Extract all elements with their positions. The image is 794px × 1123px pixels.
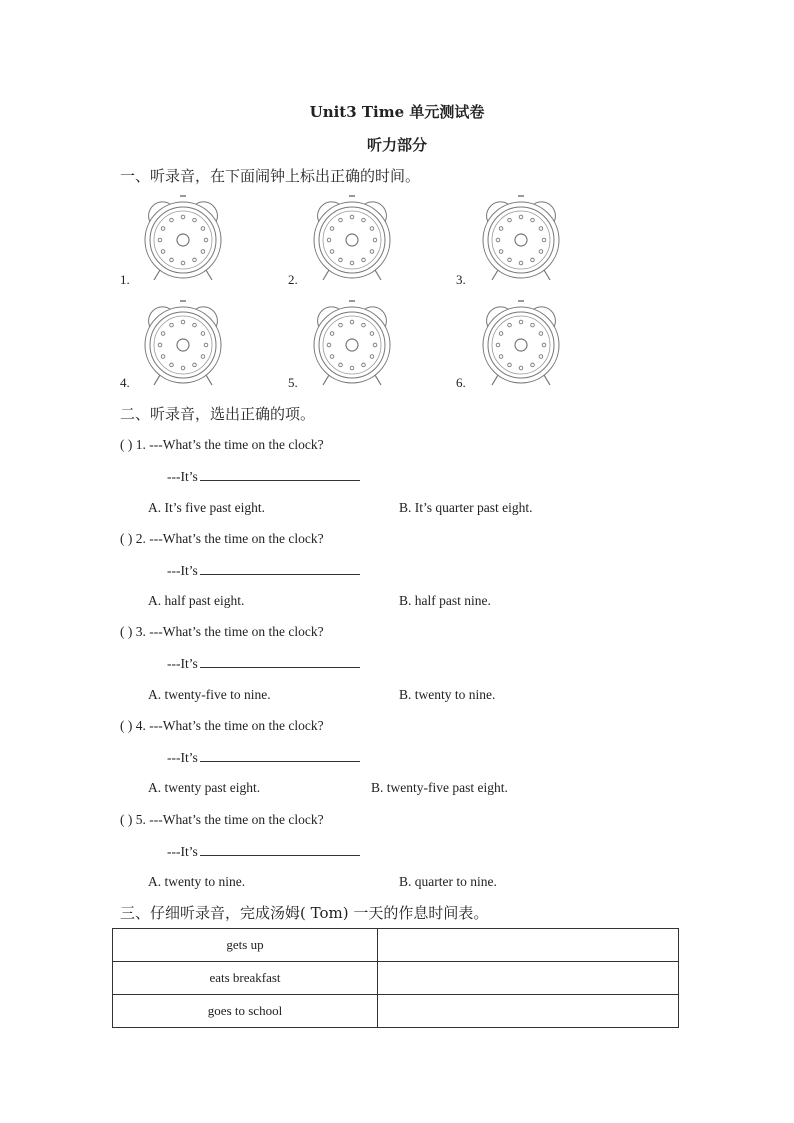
clock-hour-dot <box>350 261 354 265</box>
clock-foot-right <box>206 270 212 280</box>
answer-line <box>167 468 360 485</box>
clock-hour-dot <box>362 218 366 222</box>
question-number: 5. <box>135 812 146 827</box>
clock-hour-dot <box>496 238 500 242</box>
clock-label-6: 6. <box>456 375 466 390</box>
clock-hour-dot <box>362 323 366 327</box>
option-b: B. It’s quarter past eight. <box>399 500 533 515</box>
clock-hour-dot <box>181 215 185 219</box>
clock-hour-dot <box>181 261 185 265</box>
answer-prefix: ---It’s <box>167 750 198 765</box>
clock-foot-left <box>154 270 160 280</box>
activity-cell: goes to school <box>113 995 378 1028</box>
answer-prefix: ---It’s <box>167 563 198 578</box>
alarm-clock-icon[interactable] <box>309 192 395 284</box>
clock-hour-dot <box>373 343 377 347</box>
answer-prefix: ---It’s <box>167 656 198 671</box>
clock-hour-dot <box>161 355 165 359</box>
clock-hour-dot <box>181 320 185 324</box>
clock-hour-dot <box>330 332 334 336</box>
answer-prefix: ---It’s <box>167 469 198 484</box>
activity-cell: gets up <box>113 929 378 962</box>
time-cell[interactable] <box>378 995 679 1028</box>
clock-hour-dot <box>193 363 197 367</box>
clock-hour-dot <box>330 227 334 231</box>
table-row <box>113 962 679 995</box>
question-row <box>120 718 324 734</box>
activity-cell: eats breakfast <box>113 962 378 995</box>
clock-hour-dot <box>508 218 512 222</box>
clock-hour-dot <box>339 258 343 262</box>
clock-hour-dot <box>542 343 546 347</box>
option-a: A. half past eight. <box>148 593 245 608</box>
clock-foot-right <box>206 375 212 385</box>
clock-foot-right <box>544 375 550 385</box>
clock-center <box>177 234 189 246</box>
schedule-table <box>112 928 679 1028</box>
question-number: 3. <box>135 624 146 639</box>
answer-blank[interactable] <box>200 655 360 668</box>
clock-hour-dot <box>508 323 512 327</box>
table-row <box>113 995 679 1028</box>
section-1-heading: 一、听录音，在下面闹钟上标出正确的时间。 <box>120 167 421 185</box>
answer-line <box>167 749 360 766</box>
clock-hour-dot <box>193 258 197 262</box>
answer-blank[interactable] <box>200 468 360 481</box>
question-row <box>120 437 324 453</box>
clock-hour-dot <box>170 363 174 367</box>
clock-hour-dot <box>539 332 543 336</box>
clock-hour-dot <box>193 323 197 327</box>
table-row <box>113 929 679 962</box>
clock-hour-dot <box>350 366 354 370</box>
question-row <box>120 531 324 547</box>
option-b: B. twenty-five past eight. <box>371 780 508 795</box>
question-row <box>120 624 324 640</box>
clock-hour-dot <box>370 250 374 254</box>
clock-hour-dot <box>204 343 208 347</box>
question-text: ---What’s the time on the clock? <box>149 718 324 733</box>
clock-hour-dot <box>499 227 503 231</box>
clock-hour-dot <box>508 363 512 367</box>
option-b: B. twenty to nine. <box>399 687 496 702</box>
clock-hour-dot <box>181 366 185 370</box>
clock-hour-dot <box>496 343 500 347</box>
clock-label-2: 2. <box>288 272 298 287</box>
clock-hour-dot <box>539 250 543 254</box>
clock-hour-dot <box>370 227 374 231</box>
answer-line <box>167 655 360 672</box>
answer-prefix: ---It’s <box>167 844 198 859</box>
clock-hour-dot <box>362 258 366 262</box>
clock-hour-dot <box>161 332 165 336</box>
answer-blank[interactable] <box>200 843 360 856</box>
alarm-clock-icon[interactable] <box>140 297 226 389</box>
question-number: 1. <box>135 437 146 452</box>
clock-center <box>346 234 358 246</box>
question-number: 4. <box>135 718 146 733</box>
page-subtitle: 听力部分 <box>366 136 427 154</box>
clock-foot-left <box>323 375 329 385</box>
answer-bracket[interactable]: ( ) <box>120 437 133 452</box>
clock-hour-dot <box>170 218 174 222</box>
clock-hour-dot <box>499 332 503 336</box>
clock-foot-right <box>375 375 381 385</box>
clock-hour-dot <box>339 363 343 367</box>
clock-hour-dot <box>161 250 165 254</box>
option-b: B. quarter to nine. <box>399 874 497 889</box>
answer-bracket[interactable]: ( ) <box>120 718 133 733</box>
clock-hour-dot <box>499 355 503 359</box>
alarm-clock-icon[interactable] <box>478 192 564 284</box>
clock-hour-dot <box>201 355 205 359</box>
answer-line <box>167 562 360 579</box>
clock-hour-dot <box>330 355 334 359</box>
clock-hour-dot <box>158 343 162 347</box>
time-cell[interactable] <box>378 929 679 962</box>
clock-hour-dot <box>339 218 343 222</box>
clock-hour-dot <box>201 250 205 254</box>
clock-hour-dot <box>542 238 546 242</box>
answer-blank[interactable] <box>200 562 360 575</box>
clock-hour-dot <box>531 363 535 367</box>
clock-hour-dot <box>201 332 205 336</box>
section-3-heading: 三、仔细听录音，完成汤姆( Tom) 一天的作息时间表。 <box>120 904 489 922</box>
option-a: A. twenty past eight. <box>148 780 261 795</box>
option-a: A. It’s five past eight. <box>148 500 265 515</box>
answer-line <box>167 843 360 860</box>
clock-hour-dot <box>204 238 208 242</box>
answer-bracket[interactable]: ( ) <box>120 812 133 827</box>
clock-label-3: 3. <box>456 272 466 287</box>
clock-hour-dot <box>508 258 512 262</box>
clock-hour-dot <box>531 258 535 262</box>
clock-hour-dot <box>158 238 162 242</box>
answer-bracket[interactable]: ( ) <box>120 624 133 639</box>
clock-hour-dot <box>330 250 334 254</box>
clock-hour-dot <box>327 238 331 242</box>
alarm-clock-icon[interactable] <box>140 192 226 284</box>
page-title: Unit3 Time 单元测试卷 <box>309 103 485 121</box>
clock-hour-dot <box>519 215 523 219</box>
answer-blank[interactable] <box>200 749 360 762</box>
option-b: B. half past nine. <box>399 593 491 608</box>
clock-hour-dot <box>161 227 165 231</box>
alarm-clock-icon[interactable] <box>309 297 395 389</box>
clock-center <box>177 339 189 351</box>
clock-hour-dot <box>531 218 535 222</box>
question-number: 2. <box>135 531 146 546</box>
alarm-clock-icon[interactable] <box>478 297 564 389</box>
question-text: ---What’s the time on the clock? <box>149 531 324 546</box>
clock-foot-left <box>323 270 329 280</box>
clock-hour-dot <box>499 250 503 254</box>
section-2-heading: 二、听录音，选出正确的项。 <box>120 405 316 423</box>
clock-hour-dot <box>539 227 543 231</box>
clock-hour-dot <box>350 320 354 324</box>
clock-foot-left <box>492 270 498 280</box>
clock-center <box>515 234 527 246</box>
question-row <box>120 812 324 828</box>
time-cell[interactable] <box>378 962 679 995</box>
clock-hour-dot <box>193 218 197 222</box>
clock-hour-dot <box>519 261 523 265</box>
clock-hour-dot <box>170 323 174 327</box>
clock-hour-dot <box>373 238 377 242</box>
clock-hour-dot <box>519 366 523 370</box>
clock-hour-dot <box>201 227 205 231</box>
clock-label-1: 1. <box>120 272 130 287</box>
clock-hour-dot <box>170 258 174 262</box>
clock-hour-dot <box>370 355 374 359</box>
clock-foot-left <box>492 375 498 385</box>
clock-hour-dot <box>362 363 366 367</box>
answer-bracket[interactable]: ( ) <box>120 531 133 546</box>
clock-label-5: 5. <box>288 375 298 390</box>
clock-center <box>346 339 358 351</box>
clock-hour-dot <box>531 323 535 327</box>
clock-foot-left <box>154 375 160 385</box>
clock-foot-right <box>544 270 550 280</box>
question-text: ---What’s the time on the clock? <box>149 437 324 452</box>
clock-label-4: 4. <box>120 375 130 390</box>
clock-hour-dot <box>327 343 331 347</box>
question-text: ---What’s the time on the clock? <box>149 624 324 639</box>
clock-hour-dot <box>539 355 543 359</box>
clock-hour-dot <box>339 323 343 327</box>
clock-hour-dot <box>519 320 523 324</box>
clock-hour-dot <box>370 332 374 336</box>
option-a: A. twenty to nine. <box>148 874 246 889</box>
clock-foot-right <box>375 270 381 280</box>
question-text: ---What’s the time on the clock? <box>149 812 324 827</box>
clock-center <box>515 339 527 351</box>
clock-hour-dot <box>350 215 354 219</box>
option-a: A. twenty-five to nine. <box>148 687 271 702</box>
